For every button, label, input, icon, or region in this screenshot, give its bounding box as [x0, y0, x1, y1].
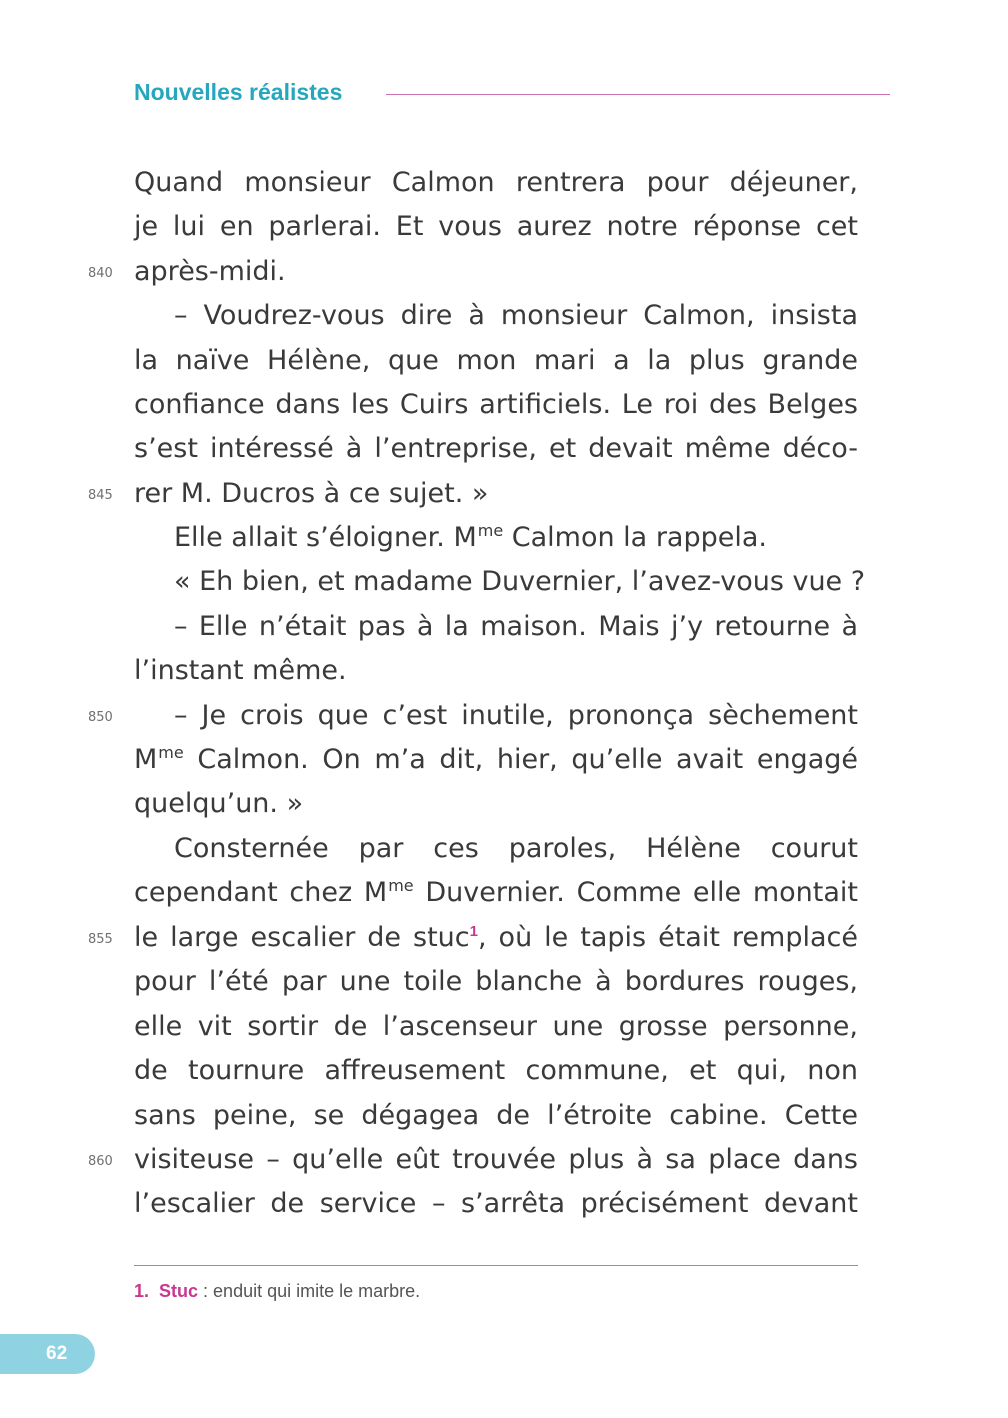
abbreviation-superscript: me: [388, 876, 414, 895]
footnote-reference[interactable]: 1: [469, 923, 478, 940]
header-rule: [386, 94, 890, 95]
abbreviation-superscript: me: [477, 521, 504, 540]
line-number: 855: [88, 932, 113, 947]
text-line: après-midi.: [134, 256, 286, 287]
text-segment: Elle allait s’éloigner. M: [174, 522, 477, 553]
text-line: – Voudrez-vous dire à monsieur Calmon, insista: [174, 300, 858, 331]
text-segment: cependant chez M: [134, 877, 388, 908]
text-line: « Eh bien, et madame Duvernier, l’avez-vous vue ?: [174, 566, 866, 597]
text-line: [134, 871, 858, 915]
footnote-definition: : enduit qui imite le marbre.: [198, 1281, 421, 1301]
text-line: l’escalier de service – s’arrêta précisément devant: [134, 1188, 858, 1219]
abbreviation-superscript: me: [158, 743, 184, 762]
text-segment: Calmon. On m’a dit, hier, qu’elle avait engagé: [183, 744, 858, 775]
text-line: – Je crois que c’est inutile, prononça sèchement: [174, 700, 858, 731]
line-number: 860: [88, 1154, 113, 1169]
text-segment: Duvernier. Comme elle montait: [413, 877, 859, 908]
footnote-term: Stuc: [159, 1281, 199, 1301]
footnote: [134, 1281, 420, 1302]
text-line: s’est intéressé à l’entreprise, et devait même déco-: [134, 433, 858, 464]
line-number: 840: [88, 266, 113, 281]
header-title: Nouvelles réalistes: [134, 79, 343, 105]
text-line: elle vit sortir de l’ascenseur une grosse personne,: [134, 1011, 858, 1042]
text-line: [134, 916, 858, 960]
text-line: visiteuse – qu’elle eût trouvée plus à sa place dans: [134, 1144, 858, 1175]
text-segment: M: [134, 744, 158, 775]
text-line: confiance dans les Cuirs artificiels. Le roi des Belges: [134, 389, 858, 420]
footnote-divider: [134, 1265, 858, 1266]
line-number: 850: [88, 710, 113, 725]
text-line: [134, 516, 858, 560]
text-line: rer M. Ducros à ce sujet. »: [134, 478, 489, 509]
text-line: Consternée par ces paroles, Hélène courut: [174, 833, 858, 864]
text-segment: , où le tapis était remplacé: [477, 922, 858, 953]
text-segment: Calmon la rappela.: [503, 522, 767, 553]
line-number: 845: [88, 488, 113, 503]
page-number: 62: [46, 1343, 68, 1364]
text-line: sans peine, se dégagea de l’étroite cabine. Cette: [134, 1100, 858, 1131]
text-line: quelqu’un. »: [134, 788, 304, 819]
text-line: [134, 738, 858, 782]
footnote-number: 1.: [134, 1281, 150, 1301]
page-number-tab: [0, 1334, 95, 1374]
text-line: Quand monsieur Calmon rentrera pour déjeuner,: [134, 167, 858, 198]
text-line: l’instant même.: [134, 655, 347, 686]
text-line: – Elle n’était pas à la maison. Mais j’y retourne à: [174, 611, 858, 642]
text-line: de tournure affreusement commune, et qui, non: [134, 1055, 858, 1086]
text-line: pour l’été par une toile blanche à bordures rouges,: [134, 966, 858, 997]
text-line: je lui en parlerai. Et vous aurez notre réponse cet: [134, 211, 858, 242]
text-segment: le large escalier de stuc: [134, 922, 470, 953]
text-line: la naïve Hélène, que mon mari a la plus grande: [134, 345, 858, 376]
